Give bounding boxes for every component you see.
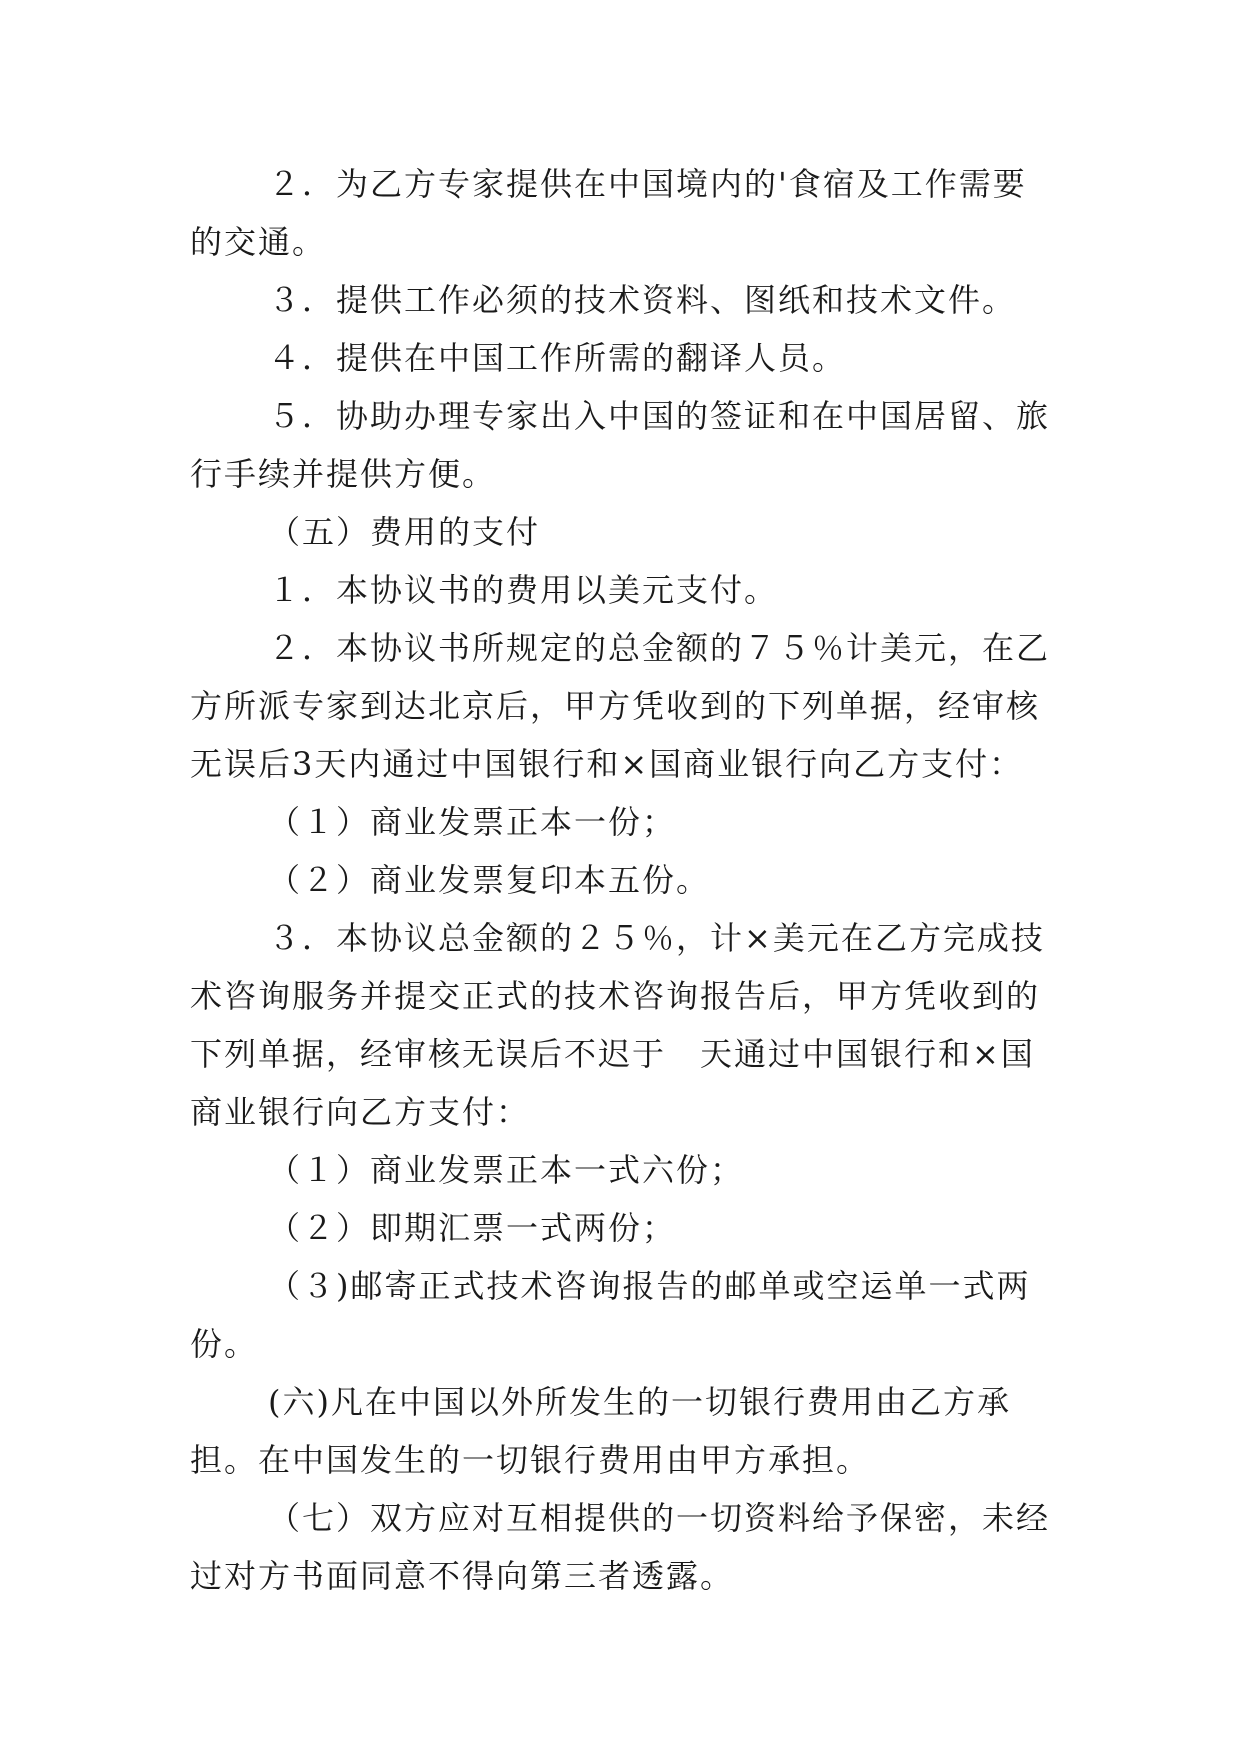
- paragraph-item-3-technical-materials: ３．提供工作必须的技术资料、图纸和技术文件。: [268, 281, 1017, 319]
- section-bank-charges: (六)凡在中国以外所发生的一切银行费用由乙方承担。在中国发生的一切银行费用由甲方承担。: [190, 1383, 1011, 1479]
- list-item-invoice-original: （１）商业发票正本一份；: [268, 803, 677, 841]
- list-item-mail-receipt: （３)邮寄正式技术咨询报告的邮单或空运单一式两份。: [190, 1267, 1031, 1363]
- list-item-invoice-six-copies: （１）商业发票正本一式六份；: [268, 1151, 745, 1189]
- section-confidentiality: （七）双方应对互相提供的一切资料给予保密，未经过对方书面同意不得向第三者透露。: [190, 1499, 1051, 1595]
- paragraph-item-5-visa-assistance: ５．协助办理专家出入中国的签证和在中国居留、旅行手续并提供方便。: [190, 397, 1051, 493]
- section-heading-payment: （五）费用的支付: [268, 513, 541, 551]
- paragraph-payment-25-percent: ３．本协议总金额的２５％，计×美元在乙方完成技术咨询服务并提交正式的技术咨询报告后，甲方凭收到的下列单据，经审核无误后不迟于 天通过中国银行和×国商业银行向乙方支付：: [190, 919, 1045, 1131]
- list-item-invoice-copies: （２）商业发票复印本五份。: [268, 861, 711, 899]
- paragraph-payment-75-percent: ２．本协议书所规定的总金额的７５％计美元，在乙方所派专家到达北京后，甲方凭收到的下列单据，经审核无误后3天内通过中国银行和×国商业银行向乙方支付：: [190, 629, 1051, 783]
- paragraph-item-4-translators: ４．提供在中国工作所需的翻译人员。: [268, 339, 847, 377]
- paragraph-payment-currency: １．本协议书的费用以美元支付。: [268, 571, 779, 609]
- list-item-sight-draft: （２）即期汇票一式两份；: [268, 1209, 677, 1247]
- paragraph-item-2-meals-lodging: ２．为乙方专家提供在中国境内的'食宿及工作需要的交通。: [190, 165, 1027, 261]
- document-page: [190, 155, 1050, 1605]
